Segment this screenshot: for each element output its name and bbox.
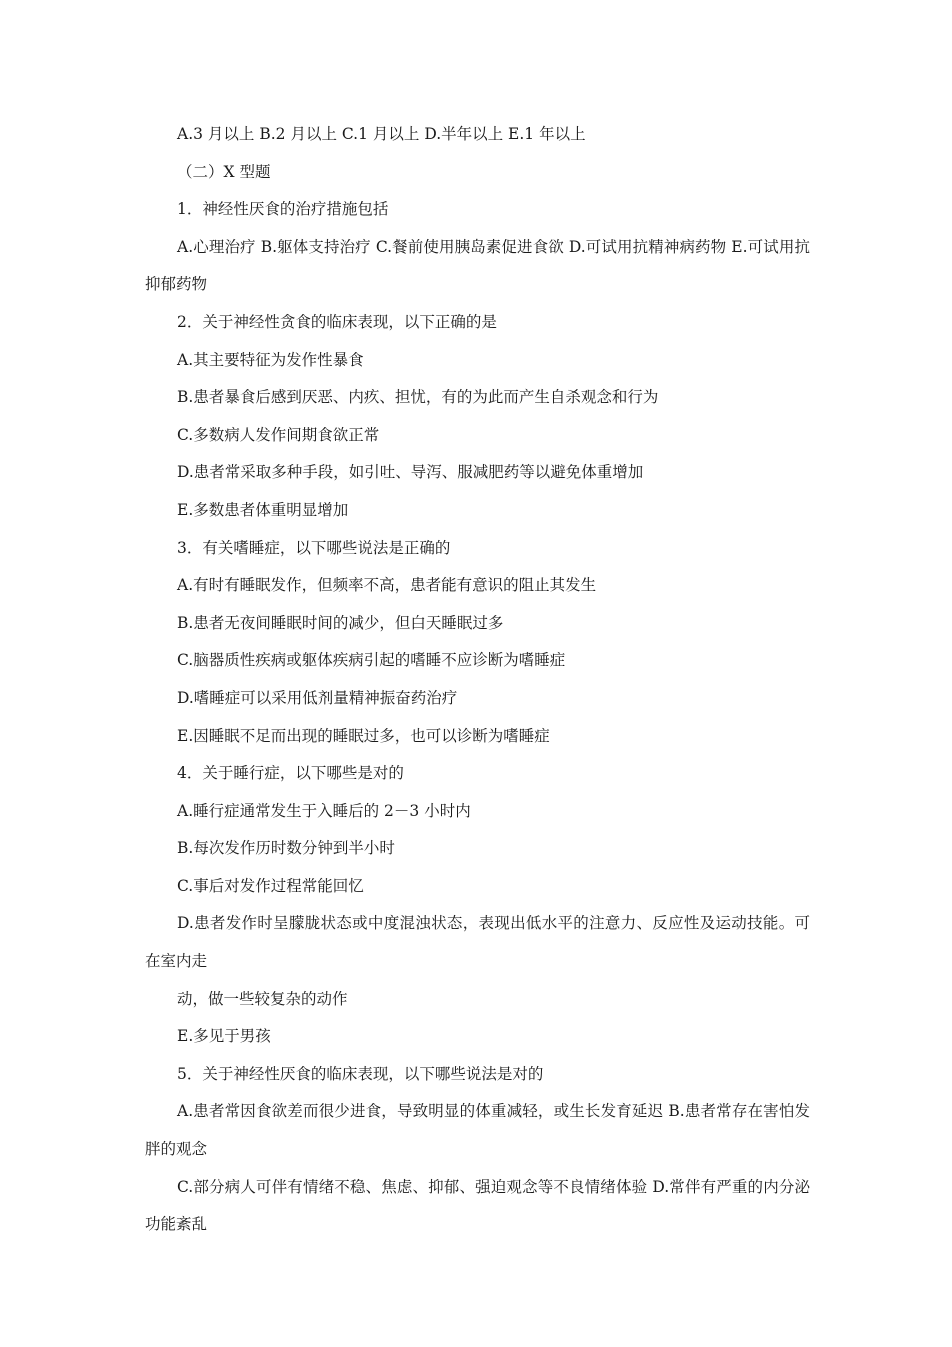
question-4-option-d: D.患者发作时呈朦胧状态或中度混浊状态，表现出低水平的注意力、反应性及运动技能。可在室内走 [145,914,810,971]
question-1-options: A.心理治疗 B.躯体支持治疗 C.餐前使用胰岛素促进食欲 D.可试用抗精神病药物 E.可试用抗抑郁药物 [145,237,810,294]
document-body [145,116,810,1244]
section-heading: （二）X 型题 [177,162,271,181]
question-2-option-b: B.患者暴食后感到厌恶、内疚、担忧，有的为此而产生自杀观念和行为 [177,388,659,407]
question-5-options-cd: C.部分病人可伴有情绪不稳、焦虑、抑郁、强迫观念等不良情绪体验 D.常伴有严重的内分泌功能紊乱 [145,1177,810,1234]
question-3-option-c: C.脑器质性疾病或躯体疾病引起的嗜睡不应诊断为嗜睡症 [177,651,566,670]
question-4-option-c: C.事后对发作过程常能回忆 [177,876,364,895]
question-2-option-a: A.其主要特征为发作性暴食 [177,350,364,369]
question-3: 3．有关嗜睡症，以下哪些说法是正确的 [177,538,451,557]
question-5-options-ab: A.患者常因食欲差而很少进食，导致明显的体重减轻，或生长发育延迟 B.患者常存在害怕发胖的观念 [145,1102,810,1159]
question-1: 1．神经性厌食的治疗措施包括 [177,200,389,219]
question-3-option-e: E.因睡眠不足而出现的睡眠过多，也可以诊断为嗜睡症 [177,726,550,745]
question-4: 4．关于睡行症，以下哪些是对的 [177,764,404,783]
question-4-option-b: B.每次发作历时数分钟到半小时 [177,839,395,858]
question-5: 5．关于神经性厌食的临床表现，以下哪些说法是对的 [177,1064,544,1083]
question-2: 2．关于神经性贪食的临床表现，以下正确的是 [177,312,497,331]
answer-options-line: A.3 月以上 B.2 月以上 C.1 月以上 D.半年以上 E.1 年以上 [177,125,586,143]
question-3-option-a: A.有时有睡眠发作，但频率不高，患者能有意识的阻止其发生 [177,576,597,595]
question-4-option-a: A.睡行症通常发生于入睡后的 2－3 小时内 [177,801,471,820]
question-2-option-d: D.患者常采取多种手段，如引吐、导泻、服减肥药等以避免体重增加 [177,463,644,482]
question-4-option-e: E.多见于男孩 [177,1027,271,1046]
question-3-option-d: D.嗜睡症可以采用低剂量精神振奋药治疗 [177,688,458,707]
question-2-option-e: E.多数患者体重明显增加 [177,500,349,519]
question-2-option-c: C.多数病人发作间期食欲正常 [177,425,380,444]
question-4-option-d-continued: 动，做一些较复杂的动作 [177,989,348,1008]
question-3-option-b: B.患者无夜间睡眠时间的减少，但白天睡眠过多 [177,613,504,632]
